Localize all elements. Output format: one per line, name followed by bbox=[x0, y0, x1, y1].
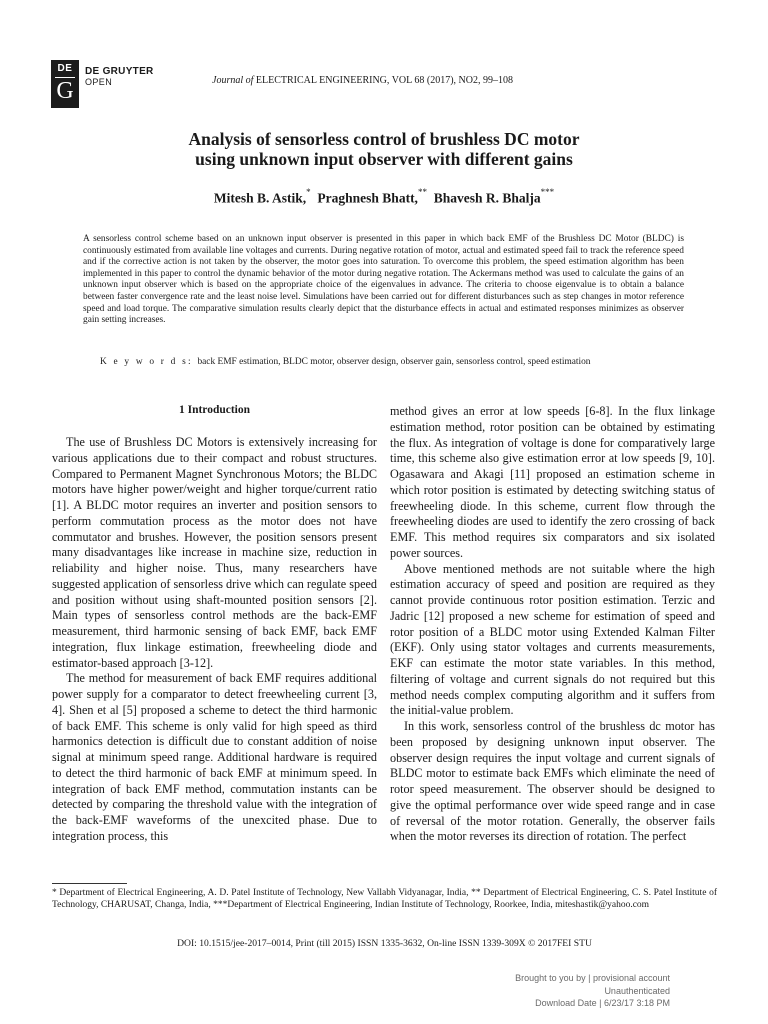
doi-line: DOI: 10.1515/jee-2017–0014, Print (till 2015) ISSN 1335-3632, On-line ISSN 1339-309X © 2017FEI STU bbox=[177, 938, 592, 949]
section-heading: 1 Introduction bbox=[178, 404, 251, 416]
keywords-text: back EMF estimation, BLDC motor, observer design, observer gain, sensorless control, speed estimation bbox=[197, 357, 591, 367]
author-mark: * bbox=[306, 187, 311, 197]
abstract: A sensorless control scheme based on an unknown input observer is presented in this paper in which back EMF of the Brushless DC Motor (BLDC) is continuously estimated from available line voltages and currents. During negative rotation of motor, actual and estimated speed fail to track the reference speed and if the corrective action is not taken by the observer, the motor goes into saturation. To overcome this problem, the speed estimation algorithm has been implemented in this paper to control the dynamic behavior of the motor during negative rotation. The Ackermans method was used to calculate the gains of an unknown input observer which is based on the appropriate choice of the eigenvalues in advance. The criteria to choose eigenvalue is to obtain a balance between faster convergence rate and the least noise level. Simulations have been carried out for different disturbances such as step changes in motor reference speed and load torque. The comparative simulation results clearly depict that the disturbance effects in actual and estimated responses minimizes as observer gain setting increases. bbox=[83, 234, 684, 326]
author-mark: ** bbox=[417, 187, 427, 197]
author-list bbox=[60, 189, 708, 207]
publisher-logo bbox=[51, 60, 79, 108]
journal-header bbox=[212, 75, 712, 86]
journal-of: of bbox=[245, 75, 254, 86]
watermark-line-2: Unauthenticated bbox=[604, 985, 670, 996]
paragraph: The use of Brushless DC Motors is extensively increasing for various applications due to their compact and robust structures. Compared to Permanent Magnet Synchronous Motors; the BLDC motors have higher power/weight and higher torque/current ratio [1]. A BLDC motor requires an inverter and position sensors to perform commutation process as the motor does not have commutator and brushes. However, the position sensors present many disadvantages like increase in machine size, reduction in reliability and higher noise. Thus, many researchers have suggested application of sensorless drive which can regulate speed and position without using shaft-mounted position sensors [2]. Main types of sensorless control methods are the back-EMF measurement, third harmonic sensing of back EMF, back EMF integration, flux linkage estimation, freewheeling diode and estimator-based approach [3-12]. bbox=[52, 435, 377, 670]
logo-top-text: DE bbox=[57, 63, 73, 74]
paragraph: The method for measurement of back EMF requires additional power supply for a comparator to detect freewheeling current [3, 4]. Shen et al [5] proposed a scheme to detect the third harmonic of back EMF. This scheme is only valid for high speed as third harmonics detection is difficult due to constant addition of noise signal at minimum speed range. Additional hardware is required to detect the third harmonic of back EMF at minimum speed. In integration of back EMF method, commutation instants can be detected by comparing the threshold value with the integration of the back-EMF waveforms of the unexcited phase. Due to integration process, this bbox=[52, 671, 377, 843]
watermark-line-1: Brought to you by | provisional account bbox=[515, 973, 670, 983]
author-name: Mitesh B. Astik, bbox=[213, 190, 307, 206]
keywords bbox=[100, 357, 700, 367]
keywords-label: K e y w o r d s: bbox=[100, 357, 193, 367]
author-name: Bhavesh R. Bhalja bbox=[433, 190, 541, 206]
author-name: Praghnesh Bhatt, bbox=[317, 190, 418, 206]
paragraph: Above mentioned methods are not suitable where the high estimation accuracy of speed and position are required as they cannot provide continuous rotor position estimation. Terzic and Jadric [12] proposed a new scheme for estimation of speed and rotor position of a BLDC motor using Extended Kalman Filter (EKF). Only using stator voltages and currents measurements, EKF can estimate the motor state variables. In this method, filtering of voltage and current signals do not required but this method needs complex computing algorithm and it suffers from the initial-value problem. bbox=[390, 561, 715, 718]
journal-prefix: Journal bbox=[212, 75, 244, 86]
footnote-rule bbox=[52, 883, 127, 884]
title-line-1: Analysis of sensorless control of brushless DC motor bbox=[188, 129, 580, 149]
title-line-2: using unknown input observer with different gains bbox=[195, 149, 573, 169]
paper-title bbox=[60, 129, 708, 169]
logo-bottom-text: G bbox=[56, 78, 74, 104]
download-watermark bbox=[430, 972, 670, 1010]
right-column bbox=[390, 404, 715, 845]
author-mark: *** bbox=[540, 187, 555, 197]
journal-details: ELECTRICAL ENGINEERING, VOL 68 (2017), NO2, 99–108 bbox=[255, 75, 513, 86]
watermark-line-3: Download Date | 6/23/17 3:18 PM bbox=[535, 998, 670, 1008]
left-column bbox=[52, 435, 377, 845]
affiliations-footnote: * Department of Electrical Engineering, A. D. Patel Institute of Technology, New Vallabh Vidyanagar, India, ** Department of Electrical Engineering, C. S. Patel Institute of Technology, CHARUSAT, Changa, India, ***Department of Electrical Engineering, Indian Institute of Technology, Roorkee, India, miteshastik@yahoo.com bbox=[52, 888, 717, 910]
paragraph: In this work, sensorless control of the brushless dc motor has been proposed by designing unknown input observer. The observer design requires the input voltage and current signals of BLDC motor to estimate back EMFs which eliminate the need of rotor speed measurement. The observer should be designed to give the optimal performance over wide speed range and in case of reversal of the motor rotation. Generally, the observer fails when the motor reverses its direction of rotation. The perfect bbox=[390, 719, 715, 844]
publisher-sub: OPEN bbox=[85, 77, 113, 87]
publisher-name: DE GRUYTER bbox=[85, 66, 154, 77]
paragraph: method gives an error at low speeds [6-8]. In the flux linkage estimation method, rotor position can be obtained by estimating the flux. As integration of voltage is done for comparatively large time, this scheme also give estimation error at low speeds [9, 10]. Ogasawara and Akagi [11] proposed an estimation scheme in which rotor position is estimated by detecting switching status of freewheeling diode. In this scheme, current flow through the freewheeling diodes are used to identify the zero crossing of back EMF. This method requires six comparators and six isolated power sources. bbox=[390, 404, 715, 560]
